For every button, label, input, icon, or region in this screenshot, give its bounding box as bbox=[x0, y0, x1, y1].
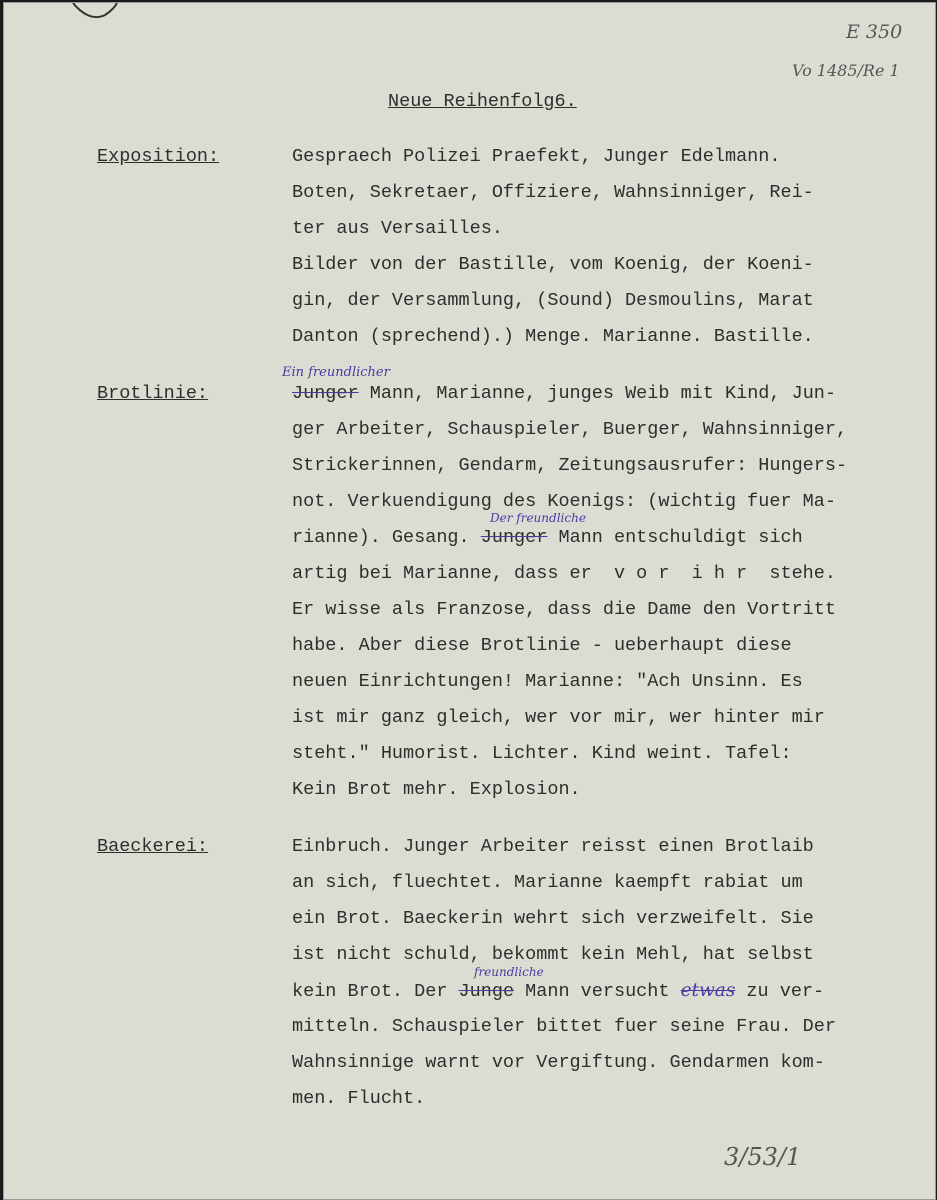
text-line: neuen Einrichtungen! Marianne: "Ach Unsinn. Es bbox=[292, 671, 803, 692]
text-line: Er wisse als Franzose, dass die Dame den Vortritt bbox=[292, 599, 836, 620]
text-line: not. Verkuendigung des Koenigs: (wichtig fuer Ma- bbox=[292, 491, 836, 512]
line-text: zu ver- bbox=[735, 981, 825, 1002]
line-text: Mann, Marianne, junges Weib mit Kind, Jun- bbox=[358, 383, 837, 404]
line-text: Mann entschuldigt sich bbox=[547, 527, 803, 548]
text-line: Wahnsinnige warnt vor Vergiftung. Gendarmen kom- bbox=[292, 1052, 825, 1073]
struck-word: Junger bbox=[480, 527, 548, 548]
text-line: artig bei Marianne, dass er v o r i h r stehe. bbox=[292, 563, 836, 584]
text-line: Boten, Sekretaer, Offiziere, Wahnsinniger, Rei- bbox=[292, 182, 814, 203]
page-title: Neue Reihenfolg6. bbox=[388, 91, 577, 112]
section-label-baeckerei: Baeckerei: bbox=[97, 836, 209, 857]
handwritten-insertion: Der freundliche bbox=[490, 511, 586, 525]
text-line bbox=[292, 383, 836, 404]
section-label-brotlinie: Brotlinie: bbox=[97, 383, 209, 404]
text-line: ger Arbeiter, Schauspieler, Buerger, Wahnsinniger, bbox=[292, 419, 848, 440]
text-line bbox=[292, 980, 824, 1002]
text-line: steht." Humorist. Lichter. Kind weint. Tafel: bbox=[292, 743, 792, 764]
line-text: rianne). Gesang. bbox=[292, 527, 481, 548]
line-text: kein Brot. Der bbox=[292, 981, 459, 1002]
text-line bbox=[292, 527, 803, 548]
archive-reference: Vo 1485/Re 1 bbox=[792, 61, 900, 80]
section-label-exposition: Exposition: bbox=[97, 146, 220, 167]
text-line: ist mir ganz gleich, wer vor mir, wer hinter mir bbox=[292, 707, 825, 728]
text-line: ein Brot. Baeckerin wehrt sich verzweifelt. Sie bbox=[292, 908, 814, 929]
text-line: Gespraech Polizei Praefekt, Junger Edelmann. bbox=[292, 146, 781, 167]
text-line: Einbruch. Junger Arbeiter reisst einen Brotlaib bbox=[292, 836, 814, 857]
handwritten-insertion: freundliche bbox=[474, 965, 544, 979]
archive-code: E 350 bbox=[846, 21, 903, 43]
staple-mark bbox=[69, 3, 119, 25]
text-line: Bilder von der Bastille, vom Koenig, der Koeni- bbox=[292, 254, 814, 275]
text-line: an sich, fluechtet. Marianne kaempft rabiat um bbox=[292, 872, 803, 893]
text-line: ist nicht schuld, bekommt kein Mehl, hat selbst bbox=[292, 944, 814, 965]
text-line: Kein Brot mehr. Explosion. bbox=[292, 779, 581, 800]
struck-word: Junger bbox=[292, 383, 359, 404]
struck-word: etwas bbox=[680, 980, 736, 1001]
text-line: ter aus Versailles. bbox=[292, 218, 503, 239]
document-page bbox=[3, 2, 936, 1200]
text-line: mitteln. Schauspieler bittet fuer seine Frau. Der bbox=[292, 1016, 836, 1037]
page-number: 3/53/1 bbox=[724, 1143, 802, 1171]
handwritten-insertion: Ein freundlicher bbox=[282, 365, 390, 380]
text-line: habe. Aber diese Brotlinie - ueberhaupt diese bbox=[292, 635, 792, 656]
text-line: men. Flucht. bbox=[292, 1088, 426, 1109]
text-line: gin, der Versammlung, (Sound) Desmoulins, Marat bbox=[292, 290, 814, 311]
struck-word: Junge bbox=[458, 981, 515, 1002]
text-line: Danton (sprechend).) Menge. Marianne. Bastille. bbox=[292, 326, 814, 347]
text-line: Strickerinnen, Gendarm, Zeitungsausrufer: Hungers- bbox=[292, 455, 848, 476]
line-text: Mann versucht bbox=[514, 981, 681, 1002]
